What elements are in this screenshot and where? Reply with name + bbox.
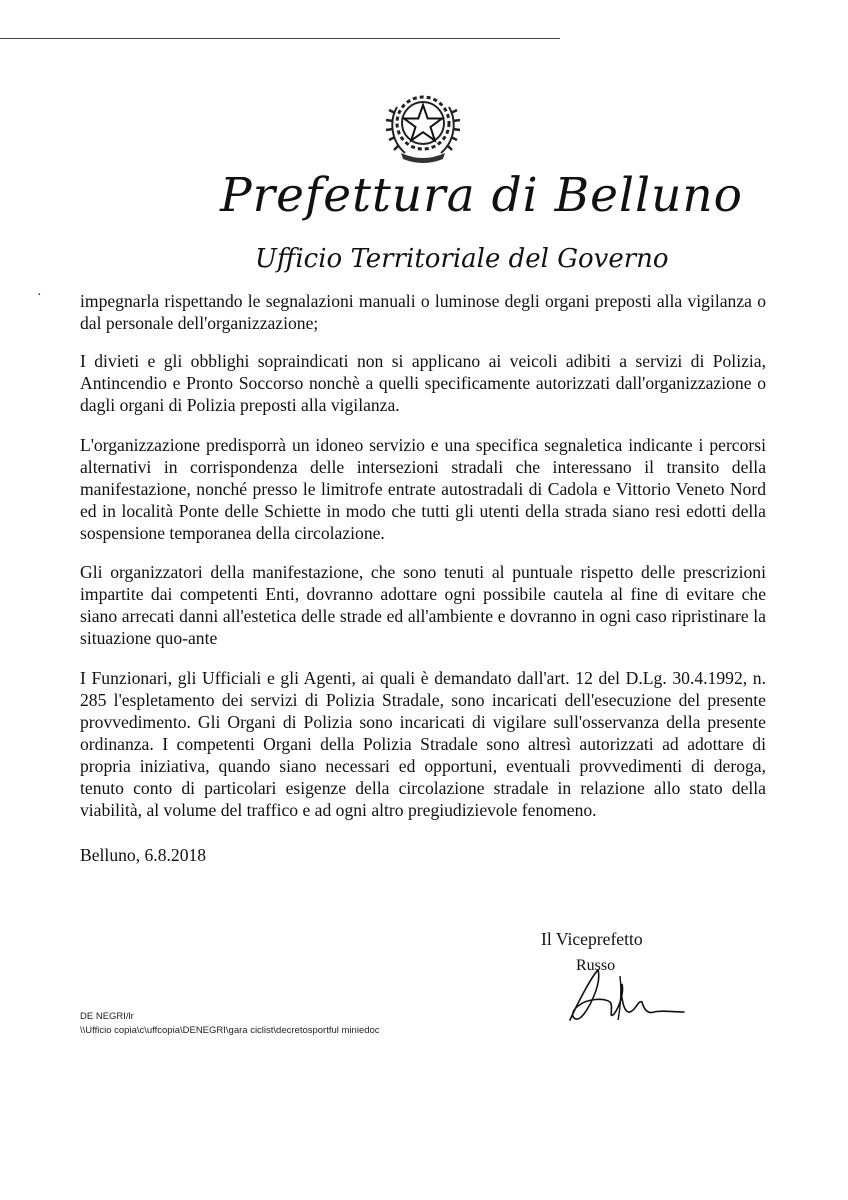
signatory-name: Russo (576, 957, 616, 974)
body-paragraph: Gli organizzatori della manifestazione, che sono tenuti al puntuale rispetto delle prescrizioni impartite dai competenti Enti, dovranno adottare ogni possibile cautela al fine di evitare che siano arrecati danni all'estetica delle strade ed all'ambiente e dovranno in ogni caso ripristinare la situazione quo-ante (80, 562, 766, 648)
footer-reference: DE NEGRI/lr (80, 1011, 134, 1022)
office-subtitle: Ufficio Territoriale del Governo (255, 244, 669, 274)
signatory-title: Il Viceprefetto (541, 929, 643, 949)
office-title: Prefettura di Belluno (220, 168, 743, 223)
dateline: Belluno, 6.8.2018 (80, 845, 207, 865)
body-paragraph: I divieti e gli obblighi sopraindicati non si applicano ai veicoli adibiti a servizi di Polizia, Antincendio e Pronto Soccorso nonchè a quelli specificamente autorizzati dall'organizzazione o dagli organi di Polizia preposti alla vigilanza. (80, 351, 766, 415)
body-paragraph: L'organizzazione predisporrà un idoneo servizio e una specifica segnaletica indicante i percorsi alternativi in corrispondenza delle intersezioni stradali che interessano il transito della manifestazione, nonché presso le limitrofe entrate autostradali di Cadola e Vittorio Veneto Nord ed in località Ponte delle Schiette in modo che tutti gli utenti della strada siano resi edotti della sospensione temporanea della circolazione. (80, 435, 766, 543)
italian-republic-emblem-icon (383, 83, 463, 167)
top-rule (0, 38, 560, 39)
body-paragraph: I Funzionari, gli Ufficiali e gli Agenti, ai quali è demandato dall'art. 12 del D.Lg. 30.4.1992, n. 285 l'espletamento dei servizi di Polizia Stradale, sono incaricati dell'esecuzione del presente provvedimento. Gli Organi di Polizia sono incaricati di vigilare sull'osservanza della presente ordinanza. I competenti Organi della Polizia Stradale sono altresì autorizzati ad adottare di propria iniziativa, quando siano necessari ed opportuni, eventuali provvedimenti di deroga, tenuto conto di particolari esigenze della circolazione stradale in relazione allo stato della viabilità, al volume del traffico e ad ogni altro pregiudizievole fenomeno. (80, 668, 766, 820)
margin-dot: · (37, 288, 42, 303)
body-paragraph: impegnarla rispettando le segnalazioni manuali o luminose degli organi preposti alla vigilanza o dal personale dell'organizzazione; (80, 291, 766, 333)
footer-file-path: \\Ufficio copia\c\uffcopia\DENEGRI\gara ciclist\decretosportful miniedoc (80, 1025, 380, 1036)
handwritten-signature-icon (558, 962, 688, 1027)
